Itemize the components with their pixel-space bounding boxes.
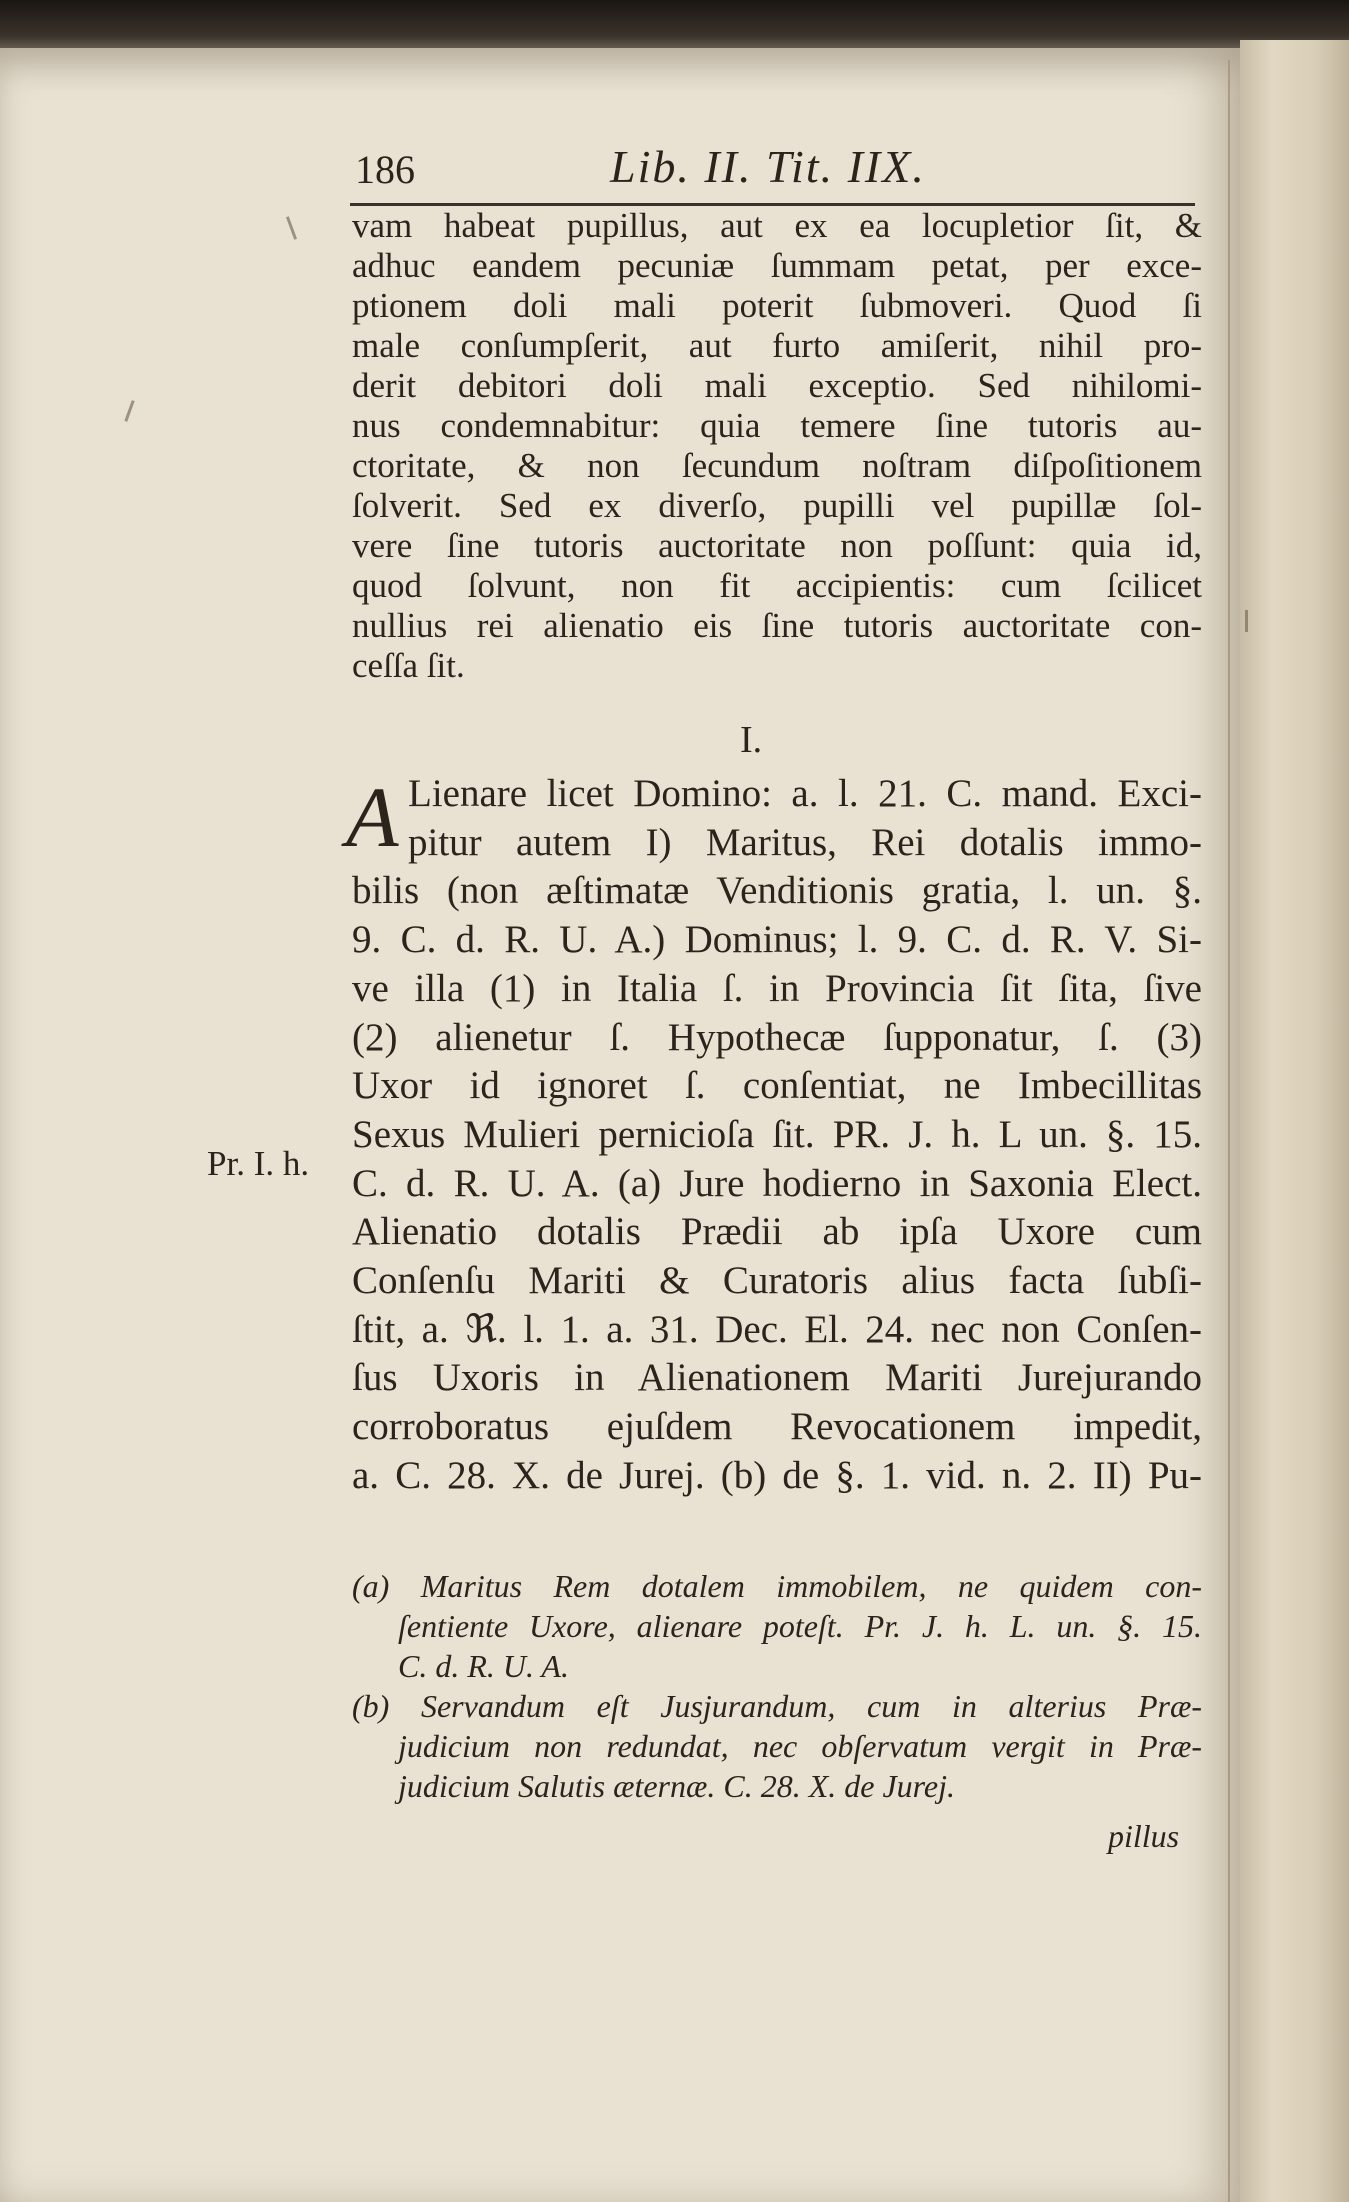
text-line: ceſſa ſit. [352,646,465,685]
paragraph-continued [352,206,1202,686]
page-edge-line [1228,60,1230,2202]
margin-note: Pr. I. h. [207,1144,310,1183]
text-line: nullius rei alienatio eis ſine tutoris auctoritate con- [352,606,1202,645]
text-line: (2) alienetur ſ. Hypothecæ ſupponatur, ſ. (3) [352,1015,1202,1059]
running-title: Lib. II. Tit. IIX. [610,141,926,192]
footnote-line: ſentiente Uxore, alienare poteſt. Pr. J. h. L. un. §. 15. [398,1608,1202,1644]
text-line: male conſumpſerit, aut furto amiſerit, nihil pro- [352,326,1202,365]
next-leaf-edge [1240,40,1349,2202]
text-line: Lienare licet Domino: a. l. 21. C. mand. Exci- [408,772,1202,815]
text-line: Alienatio dotalis Prædii ab ipſa Uxore cum [352,1210,1202,1254]
text-line: ſus Uxoris in Alienationem Mariti Jurejurando [352,1356,1202,1400]
text-line: bilis (non æſtimatæ Venditionis gratia, l. un. §. [352,869,1202,913]
text-line: derit debitori doli mali exceptio. Sed nihilomi- [352,366,1202,405]
text-line: vam habeat pupillus, aut ex ea locupletior ſit, & [352,206,1202,245]
text-line: 9. C. d. R. U. A.) Dominus; l. 9. C. d. R. V. Si- [352,918,1202,962]
footnote-line: judicium non redundat, nec obſervatum vergit in Præ- [398,1728,1202,1764]
stray-pen-mark [1245,610,1248,632]
section-paragraph [346,769,1202,1501]
text-line: corroboratus ejuſdem Revocationem impedit, [352,1405,1202,1449]
text-line: ctoritate, & non ſecundum noſtram diſpoſitionem [352,446,1202,485]
text-line: nus condemnabitur: quia temere ſine tutoris au- [352,406,1202,445]
text-line: pitur autem I) Maritus, Rei dotalis immo- [408,820,1202,864]
text-line: Sexus Mulieri pernicioſa ſit. PR. J. h. L un. §. 15. [352,1112,1202,1156]
footnotes [352,1566,1202,1806]
catchword: pillus [1108,1818,1180,1854]
text-line: Conſenſu Mariti & Curatoris alius facta ſubſi- [352,1259,1202,1303]
text-line: quod ſolvunt, non fit accipientis: cum ſcilicet [352,566,1202,605]
text-line: ſolverit. Sed ex diverſo, pupilli vel pupillæ ſol- [352,486,1202,525]
text-line: ſtit, a. ℜ. l. 1. a. 31. Dec. El. 24. nec non Conſen- [352,1307,1202,1351]
footnote-line: (b) Servandum eſt Jusjurandum, cum in alterius Præ- [352,1688,1202,1724]
page-number: 186 [355,147,415,192]
text-line: ptionem doli mali poterit ſubmoveri. Quod ſi [352,286,1202,325]
footnote-line: C. d. R. U. A. [398,1648,569,1684]
text-line: Uxor id ignoret ſ. conſentiat, ne Imbecillitas [352,1064,1202,1108]
footnote-line: (a) Maritus Rem dotalem immobilem, ne quidem con- [352,1568,1202,1604]
section-number: I. [740,719,763,761]
text-line: a. C. 28. X. de Jurej. (b) de §. 1. vid. n. 2. II) Pu- [352,1453,1202,1497]
text-line: C. d. R. U. A. (a) Jure hodierno in Saxonia Elect. [352,1161,1202,1205]
running-head [355,140,1205,200]
text-line: vere ſine tutoris auctoritate non poſſunt: quia id, [352,526,1202,565]
drop-cap: A [346,769,399,865]
footnote-line: judicium Salutis æternæ. C. 28. X. de Jurej. [398,1768,955,1804]
text-line: ve illa (1) in Italia ſ. in Provincia ſit ſita, ſive [352,966,1202,1010]
text-line: adhuc eandem pecuniæ ſummam petat, per exce- [352,246,1202,285]
